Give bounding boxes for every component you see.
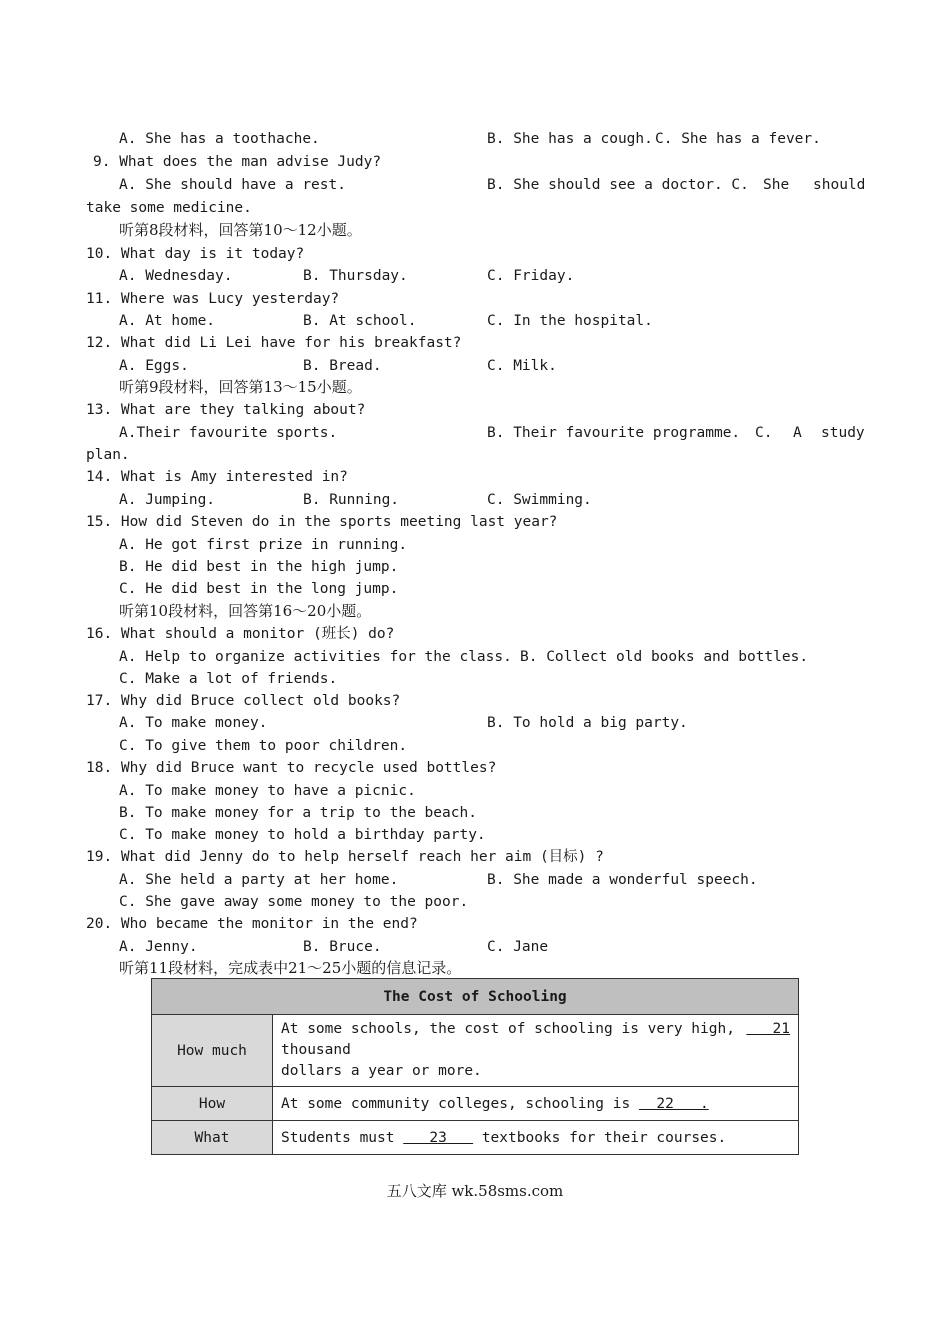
q9-option-a: A. She should have a rest. [119, 177, 346, 193]
table-row [152, 1015, 799, 1087]
q13-option-c-word1: A [793, 425, 802, 441]
q20-question: 20. Who became the monitor in the end? [86, 916, 418, 932]
q13-option-c-cont: plan. [86, 447, 130, 463]
q17-question: 17. Why did Bruce collect old books? [86, 693, 401, 709]
section-8-instruction: 听第8段材料，回答第10～12小题。 [119, 221, 362, 239]
q19-option-b: B. She made a wonderful speech. [487, 872, 758, 888]
table-row [152, 1121, 799, 1155]
q15-option-b: B. He did best in the high jump. [119, 559, 399, 575]
q13-option-a: A.Their favourite sports. [119, 425, 338, 441]
table-title: The Cost of Schooling [152, 979, 799, 1015]
page-footer: 五八文库 wk.58sms.com [386, 1182, 564, 1200]
q11-option-a: A. At home. [119, 313, 216, 329]
blank-23: 23 [403, 1129, 474, 1146]
q18-option-b: B. To make money for a trip to the beach. [119, 805, 477, 821]
cell-text: textbooks for their courses. [481, 1129, 727, 1146]
q11-option-c: C. In the hospital. [487, 313, 653, 329]
blank-22: 22 . [638, 1095, 709, 1112]
q13-option-c-label: C. [755, 425, 773, 441]
q9-option-c-part2: should [813, 177, 866, 193]
table-row [152, 1087, 799, 1121]
cell-text: At some community colleges, schooling is [281, 1095, 631, 1112]
q18-question: 18. Why did Bruce want to recycle used bottles? [86, 760, 497, 776]
q19-question: 19. What did Jenny do to help herself reach her aim (目标) ? [86, 849, 604, 865]
blank-21: 21 [746, 1021, 790, 1037]
section-11-instruction: 听第11段材料，完成表中21～25小题的信息记录。 [119, 959, 462, 977]
q13-option-c-word2: study [821, 425, 865, 441]
q8-option-b: B. She has a cough. [487, 131, 653, 147]
q8-option-c: C. She has a fever. [655, 131, 821, 147]
q14-option-a: A. Jumping. [119, 492, 216, 508]
row-head-how: How [152, 1087, 273, 1121]
q14-question: 14. What is Amy interested in? [86, 469, 348, 485]
q10-question: 10. What day is it today? [86, 246, 305, 262]
q17-option-a: A. To make money. [119, 715, 268, 731]
row-cell-how [273, 1087, 799, 1121]
cell-line [281, 1019, 790, 1040]
q9-question: 9. What does the man advise Judy? [93, 154, 382, 170]
q15-question: 15. How did Steven do in the sports meeting last year? [86, 514, 558, 530]
cell-text: Students must [281, 1129, 395, 1146]
q17-option-c: C. To give them to poor children. [119, 738, 408, 754]
q13-question: 13. What are they talking about? [86, 402, 366, 418]
section-9-instruction: 听第9段材料，回答第13～15小题。 [119, 378, 362, 396]
q16-option-c: C. Make a lot of friends. [119, 671, 338, 687]
q10-option-c: C. Friday. [487, 268, 575, 284]
q18-option-a: A. To make money to have a picnic. [119, 783, 416, 799]
q17-option-b: B. To hold a big party. [487, 715, 688, 731]
q11-option-b: B. At school. [303, 313, 417, 329]
q8-option-a: A. She has a toothache. [119, 131, 320, 147]
q12-question: 12. What did Li Lei have for his breakfast? [86, 335, 462, 351]
q10-option-b: B. Thursday. [303, 268, 408, 284]
q20-option-b: B. Bruce. [303, 939, 382, 955]
row-cell-how-much [273, 1015, 799, 1087]
row-head-how-much: How much [152, 1015, 273, 1087]
q20-option-a: A. Jenny. [119, 939, 198, 955]
cost-of-schooling-table [151, 978, 799, 1155]
q10-option-a: A. Wednesday. [119, 268, 233, 284]
q14-option-c: C. Swimming. [487, 492, 592, 508]
q12-option-b: B. Bread. [303, 358, 382, 374]
q16-question: 16. What should a monitor (班长) do? [86, 626, 395, 642]
q12-option-a: A. Eggs. [119, 358, 189, 374]
row-cell-what [273, 1121, 799, 1155]
q15-option-c: C. He did best in the long jump. [119, 581, 399, 597]
q20-option-c: C. Jane [487, 939, 549, 955]
q9-option-c-cont: take some medicine. [86, 200, 252, 216]
q9-option-b: B. She should see a doctor. C. [487, 177, 749, 193]
q13-option-b: B. Their favourite programme. [487, 425, 741, 441]
q11-question: 11. Where was Lucy yesterday? [86, 291, 340, 307]
q14-option-b: B. Running. [303, 492, 400, 508]
table-header-row [152, 979, 799, 1015]
q18-option-c: C. To make money to hold a birthday party. [119, 827, 486, 843]
row-head-what: What [152, 1121, 273, 1155]
cell-text: thousand [281, 1042, 351, 1058]
q16-option-b: B. Collect old books and bottles. [520, 649, 809, 665]
cell-text: dollars a year or more. [281, 1063, 482, 1079]
q12-option-c: C. Milk. [487, 358, 557, 374]
q9-option-c-part1: She [763, 177, 790, 193]
q15-option-a: A. He got first prize in running. [119, 537, 408, 553]
section-10-instruction: 听第10段材料，回答第16～20小题。 [119, 602, 372, 620]
q16-option-a: A. Help to organize activities for the class. [119, 649, 512, 665]
q19-option-a: A. She held a party at her home. [119, 872, 399, 888]
q19-option-c: C. She gave away some money to the poor. [119, 894, 469, 910]
cell-text: At some schools, the cost of schooling is very high, [281, 1021, 735, 1037]
